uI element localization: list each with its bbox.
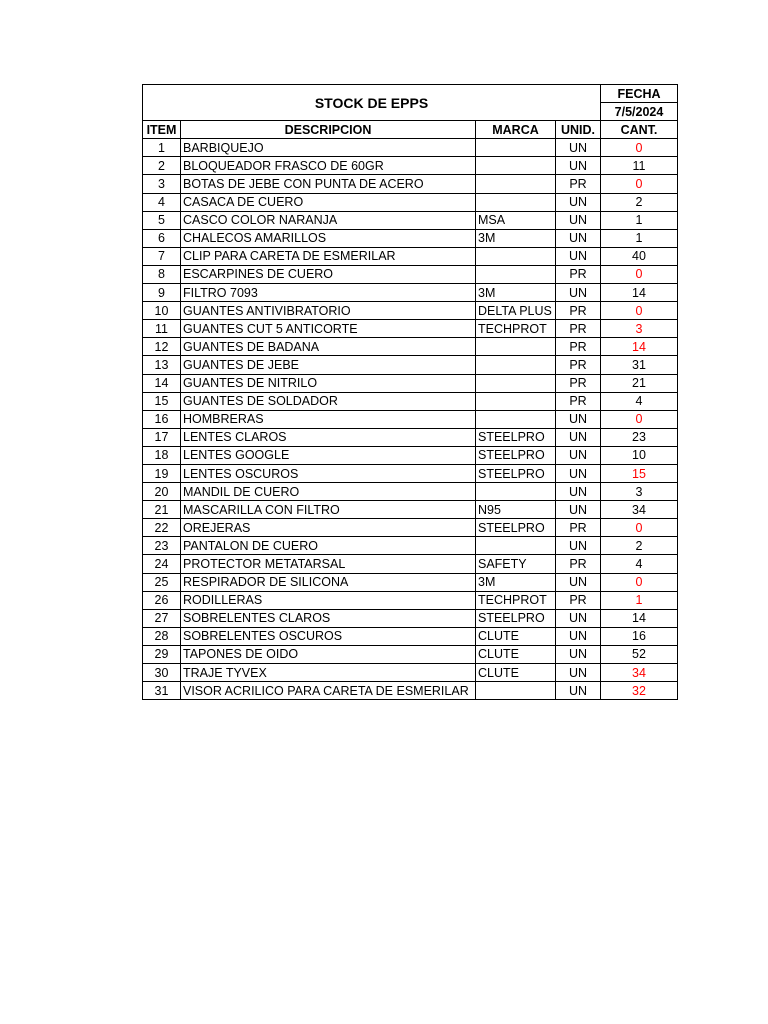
- item-number-cell: 29: [143, 645, 181, 663]
- quantity-cell: 0: [601, 175, 678, 193]
- item-number-cell: 1: [143, 139, 181, 157]
- stock-rows: [143, 139, 678, 700]
- item-number-cell: 27: [143, 609, 181, 627]
- table-row: [143, 175, 678, 193]
- item-number-cell: 30: [143, 664, 181, 682]
- unit-cell: UN: [556, 284, 601, 302]
- table-row: [143, 682, 678, 700]
- table-row: [143, 320, 678, 338]
- item-number-cell: 18: [143, 446, 181, 464]
- description-cell: CHALECOS AMARILLOS: [181, 229, 476, 247]
- header-row: [143, 121, 678, 139]
- brand-cell: CLUTE: [476, 664, 556, 682]
- quantity-cell: 10: [601, 446, 678, 464]
- item-number-cell: 13: [143, 356, 181, 374]
- header-item: ITEM: [143, 121, 181, 139]
- unit-cell: UN: [556, 211, 601, 229]
- item-number-cell: 10: [143, 302, 181, 320]
- unit-cell: UN: [556, 573, 601, 591]
- brand-cell: DELTA PLUS: [476, 302, 556, 320]
- item-number-cell: 8: [143, 265, 181, 283]
- quantity-cell: 21: [601, 374, 678, 392]
- description-cell: BARBIQUEJO: [181, 139, 476, 157]
- table-row: [143, 139, 678, 157]
- table-row: [143, 464, 678, 482]
- description-cell: GUANTES DE SOLDADOR: [181, 392, 476, 410]
- table-row: [143, 211, 678, 229]
- item-number-cell: 17: [143, 428, 181, 446]
- unit-cell: PR: [556, 302, 601, 320]
- brand-cell: STEELPRO: [476, 428, 556, 446]
- table-row: [143, 265, 678, 283]
- quantity-cell: 16: [601, 627, 678, 645]
- item-number-cell: 5: [143, 211, 181, 229]
- unit-cell: UN: [556, 682, 601, 700]
- unit-cell: UN: [556, 247, 601, 265]
- description-cell: BLOQUEADOR FRASCO DE 60GR: [181, 157, 476, 175]
- description-cell: PANTALON DE CUERO: [181, 537, 476, 555]
- description-cell: RODILLERAS: [181, 591, 476, 609]
- unit-cell: UN: [556, 193, 601, 211]
- description-cell: CLIP PARA CARETA DE ESMERILAR: [181, 247, 476, 265]
- table-row: [143, 392, 678, 410]
- table-row: [143, 609, 678, 627]
- description-cell: ESCARPINES DE CUERO: [181, 265, 476, 283]
- brand-cell: 3M: [476, 284, 556, 302]
- item-number-cell: 15: [143, 392, 181, 410]
- item-number-cell: 9: [143, 284, 181, 302]
- quantity-cell: 34: [601, 501, 678, 519]
- brand-cell: TECHPROT: [476, 591, 556, 609]
- description-cell: LENTES GOOGLE: [181, 446, 476, 464]
- description-cell: CASCO COLOR NARANJA: [181, 211, 476, 229]
- item-number-cell: 22: [143, 519, 181, 537]
- table-row: [143, 555, 678, 573]
- item-number-cell: 16: [143, 410, 181, 428]
- quantity-cell: 3: [601, 320, 678, 338]
- brand-cell: [476, 356, 556, 374]
- quantity-cell: 2: [601, 537, 678, 555]
- unit-cell: PR: [556, 519, 601, 537]
- brand-cell: [476, 265, 556, 283]
- table-row: [143, 664, 678, 682]
- quantity-cell: 52: [601, 645, 678, 663]
- brand-cell: [476, 392, 556, 410]
- quantity-cell: 2: [601, 193, 678, 211]
- quantity-cell: 0: [601, 519, 678, 537]
- item-number-cell: 21: [143, 501, 181, 519]
- table-row: [143, 410, 678, 428]
- title-row: [143, 85, 678, 103]
- description-cell: TAPONES DE OIDO: [181, 645, 476, 663]
- quantity-cell: 0: [601, 573, 678, 591]
- quantity-cell: 0: [601, 302, 678, 320]
- table-row: [143, 483, 678, 501]
- table-row: [143, 591, 678, 609]
- description-cell: PROTECTOR METATARSAL: [181, 555, 476, 573]
- description-cell: RESPIRADOR DE SILICONA: [181, 573, 476, 591]
- description-cell: GUANTES ANTIVIBRATORIO: [181, 302, 476, 320]
- table-row: [143, 193, 678, 211]
- brand-cell: [476, 682, 556, 700]
- unit-cell: UN: [556, 157, 601, 175]
- table-row: [143, 229, 678, 247]
- header-quantity: CANT.: [601, 121, 678, 139]
- quantity-cell: 1: [601, 211, 678, 229]
- description-cell: GUANTES DE NITRILO: [181, 374, 476, 392]
- quantity-cell: 0: [601, 265, 678, 283]
- brand-cell: [476, 193, 556, 211]
- unit-cell: UN: [556, 645, 601, 663]
- table-row: [143, 446, 678, 464]
- table-row: [143, 374, 678, 392]
- quantity-cell: 0: [601, 410, 678, 428]
- description-cell: VISOR ACRILICO PARA CARETA DE ESMERILAR: [181, 682, 476, 700]
- table-row: [143, 573, 678, 591]
- unit-cell: PR: [556, 555, 601, 573]
- item-number-cell: 4: [143, 193, 181, 211]
- description-cell: GUANTES DE BADANA: [181, 338, 476, 356]
- brand-cell: STEELPRO: [476, 446, 556, 464]
- item-number-cell: 23: [143, 537, 181, 555]
- unit-cell: PR: [556, 374, 601, 392]
- unit-cell: UN: [556, 483, 601, 501]
- item-number-cell: 20: [143, 483, 181, 501]
- unit-cell: PR: [556, 591, 601, 609]
- unit-cell: UN: [556, 609, 601, 627]
- description-cell: OREJERAS: [181, 519, 476, 537]
- table-row: [143, 627, 678, 645]
- brand-cell: [476, 338, 556, 356]
- description-cell: SOBRELENTES CLAROS: [181, 609, 476, 627]
- description-cell: GUANTES DE JEBE: [181, 356, 476, 374]
- quantity-cell: 1: [601, 591, 678, 609]
- quantity-cell: 4: [601, 555, 678, 573]
- description-cell: TRAJE TYVEX: [181, 664, 476, 682]
- table-row: [143, 645, 678, 663]
- date-value: 7/5/2024: [601, 103, 678, 121]
- unit-cell: PR: [556, 265, 601, 283]
- item-number-cell: 31: [143, 682, 181, 700]
- table-row: [143, 537, 678, 555]
- description-cell: GUANTES CUT 5 ANTICORTE: [181, 320, 476, 338]
- description-cell: MASCARILLA CON FILTRO: [181, 501, 476, 519]
- table-row: [143, 302, 678, 320]
- description-cell: SOBRELENTES OSCUROS: [181, 627, 476, 645]
- description-cell: BOTAS DE JEBE CON PUNTA DE ACERO: [181, 175, 476, 193]
- description-cell: LENTES OSCUROS: [181, 464, 476, 482]
- item-number-cell: 28: [143, 627, 181, 645]
- item-number-cell: 2: [143, 157, 181, 175]
- item-number-cell: 3: [143, 175, 181, 193]
- brand-cell: 3M: [476, 229, 556, 247]
- description-cell: FILTRO 7093: [181, 284, 476, 302]
- quantity-cell: 34: [601, 664, 678, 682]
- item-number-cell: 14: [143, 374, 181, 392]
- quantity-cell: 32: [601, 682, 678, 700]
- brand-cell: STEELPRO: [476, 519, 556, 537]
- table-row: [143, 338, 678, 356]
- header-description: DESCRIPCION: [181, 121, 476, 139]
- unit-cell: PR: [556, 392, 601, 410]
- item-number-cell: 7: [143, 247, 181, 265]
- description-cell: MANDIL DE CUERO: [181, 483, 476, 501]
- brand-cell: STEELPRO: [476, 609, 556, 627]
- item-number-cell: 6: [143, 229, 181, 247]
- quantity-cell: 11: [601, 157, 678, 175]
- brand-cell: STEELPRO: [476, 464, 556, 482]
- unit-cell: PR: [556, 356, 601, 374]
- table-row: [143, 356, 678, 374]
- unit-cell: UN: [556, 446, 601, 464]
- sheet-title: STOCK DE EPPS: [143, 85, 601, 121]
- unit-cell: UN: [556, 229, 601, 247]
- unit-cell: UN: [556, 464, 601, 482]
- brand-cell: [476, 247, 556, 265]
- quantity-cell: 31: [601, 356, 678, 374]
- unit-cell: UN: [556, 410, 601, 428]
- description-cell: CASACA DE CUERO: [181, 193, 476, 211]
- quantity-cell: 4: [601, 392, 678, 410]
- quantity-cell: 3: [601, 483, 678, 501]
- table-row: [143, 284, 678, 302]
- table-row: [143, 519, 678, 537]
- table-row: [143, 157, 678, 175]
- stock-table: [142, 84, 678, 700]
- brand-cell: [476, 374, 556, 392]
- header-brand: MARCA: [476, 121, 556, 139]
- brand-cell: [476, 157, 556, 175]
- brand-cell: CLUTE: [476, 627, 556, 645]
- unit-cell: UN: [556, 428, 601, 446]
- item-number-cell: 19: [143, 464, 181, 482]
- description-cell: HOMBRERAS: [181, 410, 476, 428]
- unit-cell: PR: [556, 338, 601, 356]
- quantity-cell: 23: [601, 428, 678, 446]
- item-number-cell: 24: [143, 555, 181, 573]
- unit-cell: UN: [556, 537, 601, 555]
- unit-cell: UN: [556, 664, 601, 682]
- quantity-cell: 14: [601, 284, 678, 302]
- item-number-cell: 26: [143, 591, 181, 609]
- table-row: [143, 247, 678, 265]
- item-number-cell: 11: [143, 320, 181, 338]
- quantity-cell: 0: [601, 139, 678, 157]
- quantity-cell: 15: [601, 464, 678, 482]
- item-number-cell: 12: [143, 338, 181, 356]
- quantity-cell: 40: [601, 247, 678, 265]
- brand-cell: [476, 483, 556, 501]
- unit-cell: PR: [556, 175, 601, 193]
- brand-cell: [476, 537, 556, 555]
- brand-cell: SAFETY: [476, 555, 556, 573]
- brand-cell: [476, 175, 556, 193]
- unit-cell: UN: [556, 139, 601, 157]
- brand-cell: MSA: [476, 211, 556, 229]
- quantity-cell: 14: [601, 338, 678, 356]
- brand-cell: CLUTE: [476, 645, 556, 663]
- unit-cell: UN: [556, 501, 601, 519]
- quantity-cell: 14: [601, 609, 678, 627]
- header-unit: UNID.: [556, 121, 601, 139]
- quantity-cell: 1: [601, 229, 678, 247]
- date-label: FECHA: [601, 85, 678, 103]
- table-row: [143, 428, 678, 446]
- brand-cell: [476, 410, 556, 428]
- unit-cell: PR: [556, 320, 601, 338]
- brand-cell: 3M: [476, 573, 556, 591]
- brand-cell: [476, 139, 556, 157]
- brand-cell: N95: [476, 501, 556, 519]
- unit-cell: UN: [556, 627, 601, 645]
- brand-cell: TECHPROT: [476, 320, 556, 338]
- item-number-cell: 25: [143, 573, 181, 591]
- table-row: [143, 501, 678, 519]
- description-cell: LENTES CLAROS: [181, 428, 476, 446]
